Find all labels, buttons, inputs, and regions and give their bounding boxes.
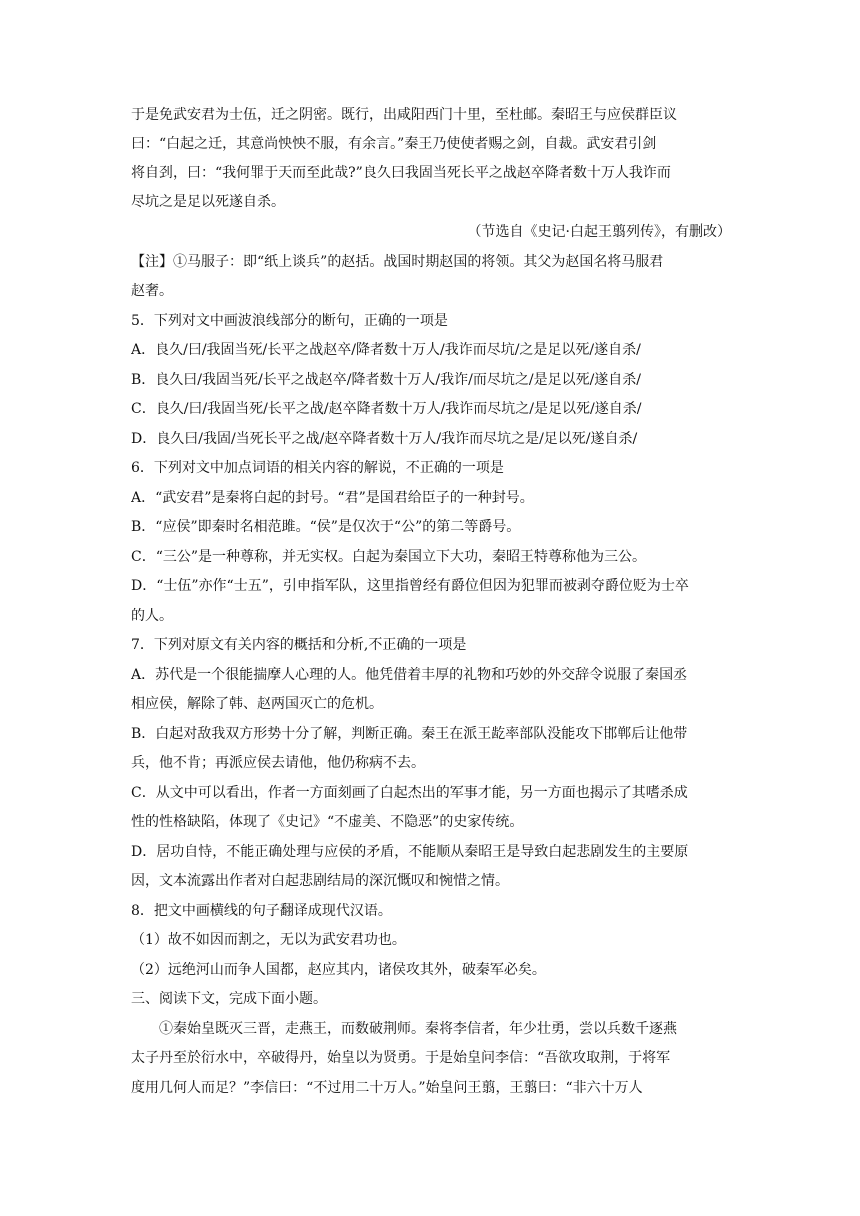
- question-7-line-4: 兵，他不肯；再派应侯去请他，他仍称病不去。: [131, 755, 425, 771]
- question-5-option-b: B．良久曰/我固当死/长平之战赵卒/降者数十万人/我诈/而尽坑之/是足以死/遂自杀/: [131, 372, 642, 388]
- question-6-line-5: 的人。: [131, 608, 173, 624]
- question-5-option-a: A．良久/曰/我固当死/长平之战赵卒/降者数十万人/我诈而尽坑/之是足以死/遂自杀/: [131, 342, 641, 358]
- section-3-line-1: ①秦始皇既灭三晋，走燕王，而数破荆师。秦将李信者，年少壮勇，尝以兵数千逐燕: [159, 1021, 677, 1037]
- question-5-option-c: C．良久/曰/我固当死/长平之战/赵卒降者数十万人/我诈而尽坑之/是足以死/遂自杀/: [131, 401, 642, 417]
- question-6-line-4: D．“士伍”亦作“士五”，引申指军队，这里指曾经有爵位但因为犯罪而被剥夺爵位贬为士卒: [131, 578, 689, 594]
- question-7-stem: 7．下列对原文有关内容的概括和分析,不正确的一项是: [131, 637, 467, 653]
- section-3-title: 三、阅读下文，完成下面小题。: [131, 991, 327, 1007]
- passage-line-2: 曰：“白起之迁，其意尚怏怏不服，有余言。”秦王乃使使者赐之剑，自裁。武安君引剑: [131, 136, 657, 152]
- question-8-item-1: （1）故不如因而割之，无以为武安君功也。: [131, 932, 406, 948]
- section-3-line-2: 太子丹至於衍水中，卒破得丹，始皇以为贤勇。于是始皇问李信：“吾欲攻取荆，于将军: [131, 1050, 671, 1066]
- section-3-line-3: 度用几何人而足？”李信曰：“不过用二十万人。”始皇问王翦，王翦曰：“非六十万人: [131, 1080, 643, 1096]
- source-citation: （节选自《史记·白起王翦列传》，有删改）: [467, 224, 731, 240]
- question-8-stem: 8．把文中画横线的句子翻译成现代汉语。: [131, 903, 392, 919]
- question-6-line-2: B．“应侯”即秦时名相范雎。“侯”是仅次于“公”的第二等爵号。: [131, 519, 521, 535]
- note-line-1: 【注】①马服子：即“纸上谈兵”的赵括。战国时期赵国的将领。其父为赵国名将马服君: [131, 254, 664, 270]
- question-7-line-7: D．居功自恃，不能正确处理与应侯的矛盾，不能顺从秦昭王是导致白起悲剧发生的主要原: [131, 844, 689, 860]
- question-7-line-2: 相应侯，解除了韩、赵两国灭亡的危机。: [131, 696, 383, 712]
- question-7-line-1: A．苏代是一个很能揣摩人心理的人。他凭借着丰厚的礼物和巧妙的外交辞令说服了秦国丞: [131, 667, 688, 683]
- question-5-option-d: D．良久曰/我固/当死长平之战/赵卒降者数十万人/我诈而尽坑之是/足以死/遂自杀/: [131, 431, 638, 447]
- question-6-stem: 6．下列对文中加点词语的相关内容的解说，不正确的一项是: [131, 460, 504, 476]
- question-5-stem: 5．下列对文中画波浪线部分的断句，正确的一项是: [131, 313, 448, 329]
- question-7-line-3: B．白起对敌我双方形势十分了解，判断正确。秦王在派王龁率部队没能攻下邯郸后让他带: [131, 726, 688, 742]
- question-7-line-6: 性的性格缺陷，体现了《史记》“不虚美、不隐恶”的史家传统。: [131, 814, 524, 830]
- note-line-2: 赵奢。: [131, 283, 173, 299]
- passage-line-4: 尽坑之是足以死遂自杀。: [131, 194, 285, 210]
- question-8-item-2: （2）远绝河山而争人国都，赵应其内，诸侯攻其外，破秦军必矣。: [131, 962, 546, 978]
- question-7-line-5: C．从文中可以看出，作者一方面刻画了白起杰出的军事才能，另一方面也揭示了其嗜杀成: [131, 785, 688, 801]
- question-6-line-1: A．“武安君”是秦将白起的封号。“君”是国君给臣子的一种封号。: [131, 490, 534, 506]
- question-7-line-8: 因，文本流露出作者对白起悲剧结局的深沉慨叹和惋惜之情。: [131, 873, 509, 889]
- passage-line-3: 将自刭，曰：“我何罪于天而至此哉?”良久曰我固当死长平之战赵卒降者数十万人我诈而: [131, 165, 671, 181]
- question-6-line-3: C．“三公”是一种尊称，并无实权。白起为秦国立下大功，秦昭王特尊称他为三公。: [131, 549, 647, 565]
- passage-line-1: 于是免武安君为士伍，迁之阴密。既行，出咸阳西门十里，至杜邮。秦昭王与应侯群臣议: [131, 107, 677, 123]
